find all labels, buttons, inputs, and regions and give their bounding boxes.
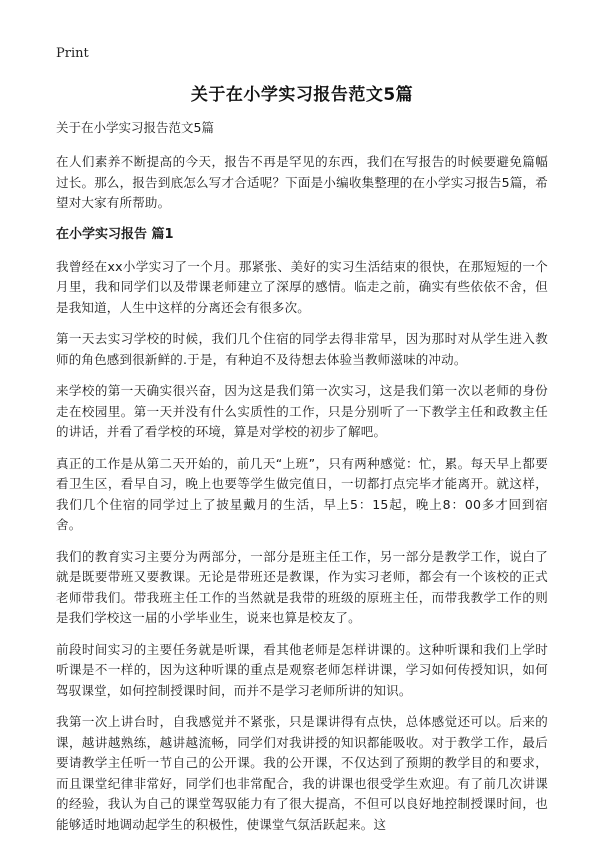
intro-paragraph: 在人们素养不断提高的今天，报告不再是罕见的东西，我们在写报告的时候要避免篇幅过长。那么，报告到底怎么写才合适呢？下面是小编收集整理的在小学实习报告5篇，希望对大家有所帮助。 [56, 154, 548, 210]
document-subtitle: 关于在小学实习报告范文5篇 [56, 120, 214, 135]
body-paragraph: 我第一次上讲台时，自我感觉并不紧张，只是课讲得有点快，总体感觉还可以。后来的课，越讲越熟练，越讲越流畅，同学们对我讲授的知识都能吸收。对于教学工作，最后要请教学主任听一节自己的公开课。我的公开课，不仅达到了预期的教学目的和要求，而且课堂纪律非常好，同学们也非常配合，我的讲课也很受学生欢迎。有了前几次讲课的经验，我认为自己的课堂驾驭能力有了很大提高，不但可以良好地控制授课时间，也能够适时地调动起学生的积极性，使课堂气氛活跃起来。这 [56, 714, 548, 832]
body-paragraph: 真正的工作是从第二天开始的，前几天“上班”，只有两种感觉：忙，累。每天早上都要看卫生区，看早自习，晚上也要等学生做完值日，一切都打点完毕才能离开。就这样，我们几个住宿的同学过上了披星戴月的生活，早上5：15起，晚上8：00多才回到宿舍。 [56, 455, 548, 532]
body-paragraph: 我曾经在xx小学实习了一个月。那紧张、美好的实习生活结束的很快，在那短短的一个月里，我和同学们以及带课老师建立了深厚的感情。临走之前，确实有些依依不舍，但是我知道，人生中这样的分离还会有很多次。 [56, 258, 548, 315]
section-heading: 在小学实习报告 篇1 [56, 226, 174, 242]
print-link[interactable]: Print [56, 46, 89, 61]
body-paragraph: 来学校的第一天确实很兴奋，因为这是我们第一次实习，这是我们第一次以老师的身份走在校园里。第一天并没有什么实质性的工作，只是分别听了一下教学主任和政教主任的讲话，并看了看学校的环境，算是对学校的初步了解吧。 [56, 383, 548, 439]
document-body [56, 118, 548, 846]
document-title: 关于在小学实习报告范文5篇 [190, 85, 414, 105]
body-paragraph: 第一天去实习学校的时候，我们几个住宿的同学去得非常早，因为那时对从学生进入教师的角色感到很新鲜的.于是，有种迫不及待想去体验当教师滋味的冲动。 [56, 331, 548, 367]
body-paragraph: 前段时间实习的主要任务就是听课，看其他老师是怎样讲课的。这种听课和我们上学时听课是不一样的，因为这种听课的重点是观察老师怎样讲课，学习如何传授知识，如何驾驭课堂，如何控制授课时间，而并不是学习老师所讲的知识。 [56, 641, 548, 698]
body-paragraph: 我们的教育实习主要分为两部分，一部分是班主任工作，另一部分是教学工作，说白了就是既要带班又要教课。无论是带班还是教课，作为实习老师，都会有一个该校的正式老师带我们。带我班主任工作的当然就是我带的班级的原班主任，而带我教学工作的则是我们学校这一届的小学毕业生，说来也算是校友了。 [56, 548, 548, 625]
